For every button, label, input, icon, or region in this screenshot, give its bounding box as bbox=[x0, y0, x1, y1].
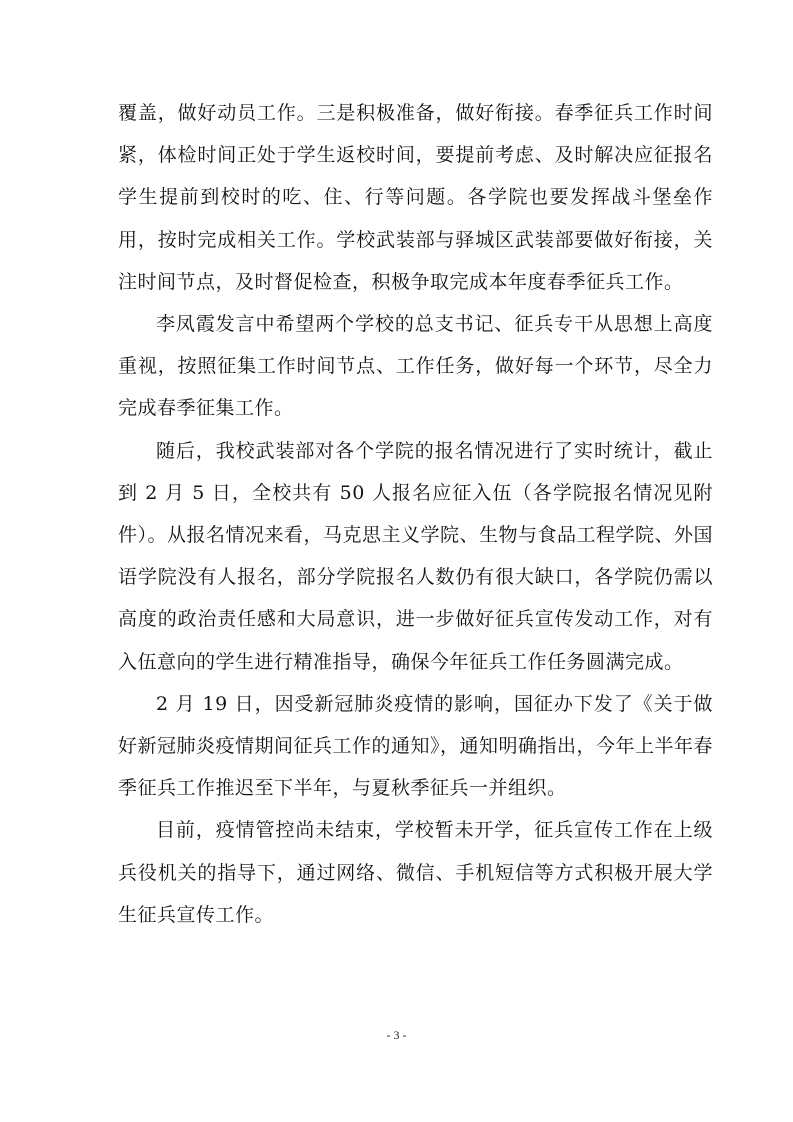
paragraph-current-status: 目前，疫情管控尚未结束，学校暂未开学，征兵宣传工作在上级兵役机关的指导下，通过网络、微信、手机短信等方式积极开展大学生征兵宣传工作。 bbox=[118, 819, 713, 926]
paragraph-continued: 覆盖，做好动员工作。三是积极准备，做好衔接。春季征兵工作时间紧，体检时间正处于学生返校时间，要提前考虑、及时解决应征报名学生提前到校时的吃、住、行等问题。各学院也要发挥战斗堡垒作用，按时完成相关工作。学校武装部与驿城区武装部要做好衔接，关注时间节点，及时督促检查，积极争取完成本年度春季征兵工作。 bbox=[118, 102, 713, 293]
page-number: - 3 - bbox=[386, 1028, 407, 1042]
paragraph-li-fengxia-speech: 李凤霞发言中希望两个学校的总支书记、征兵专干从思想上高度重视，按照征集工作时间节点、工作任务，做好每一个环节，尽全力完成春季征集工作。 bbox=[118, 313, 713, 420]
paragraph-registration-statistics: 随后，我校武装部对各个学院的报名情况进行了实时统计，截止到 2 月 5 日，全校共有 50 人报名应征入伍（各学院报名情况见附件）。从报名情况来看，马克思主义学院、生物与食品工程学院、外国语学院没有人报名，部分学院报名人数仍有很大缺口，各学院仍需以高度的政治责任感和大局意识，进一步做好征兵宣传发动工作，对有入伍意向的学生进行精准指导，确保今年征兵工作任务圆满完成。 bbox=[118, 439, 714, 673]
paragraph-epidemic-notice: 2 月 19 日，因受新冠肺炎疫情的影响，国征办下发了《关于做好新冠肺炎疫情期间征兵工作的通知》，通知明确指出，今年上半年春季征兵工作推迟至下半年，与夏秋季征兵一并组织。 bbox=[118, 692, 714, 800]
body-text bbox=[118, 92, 713, 936]
